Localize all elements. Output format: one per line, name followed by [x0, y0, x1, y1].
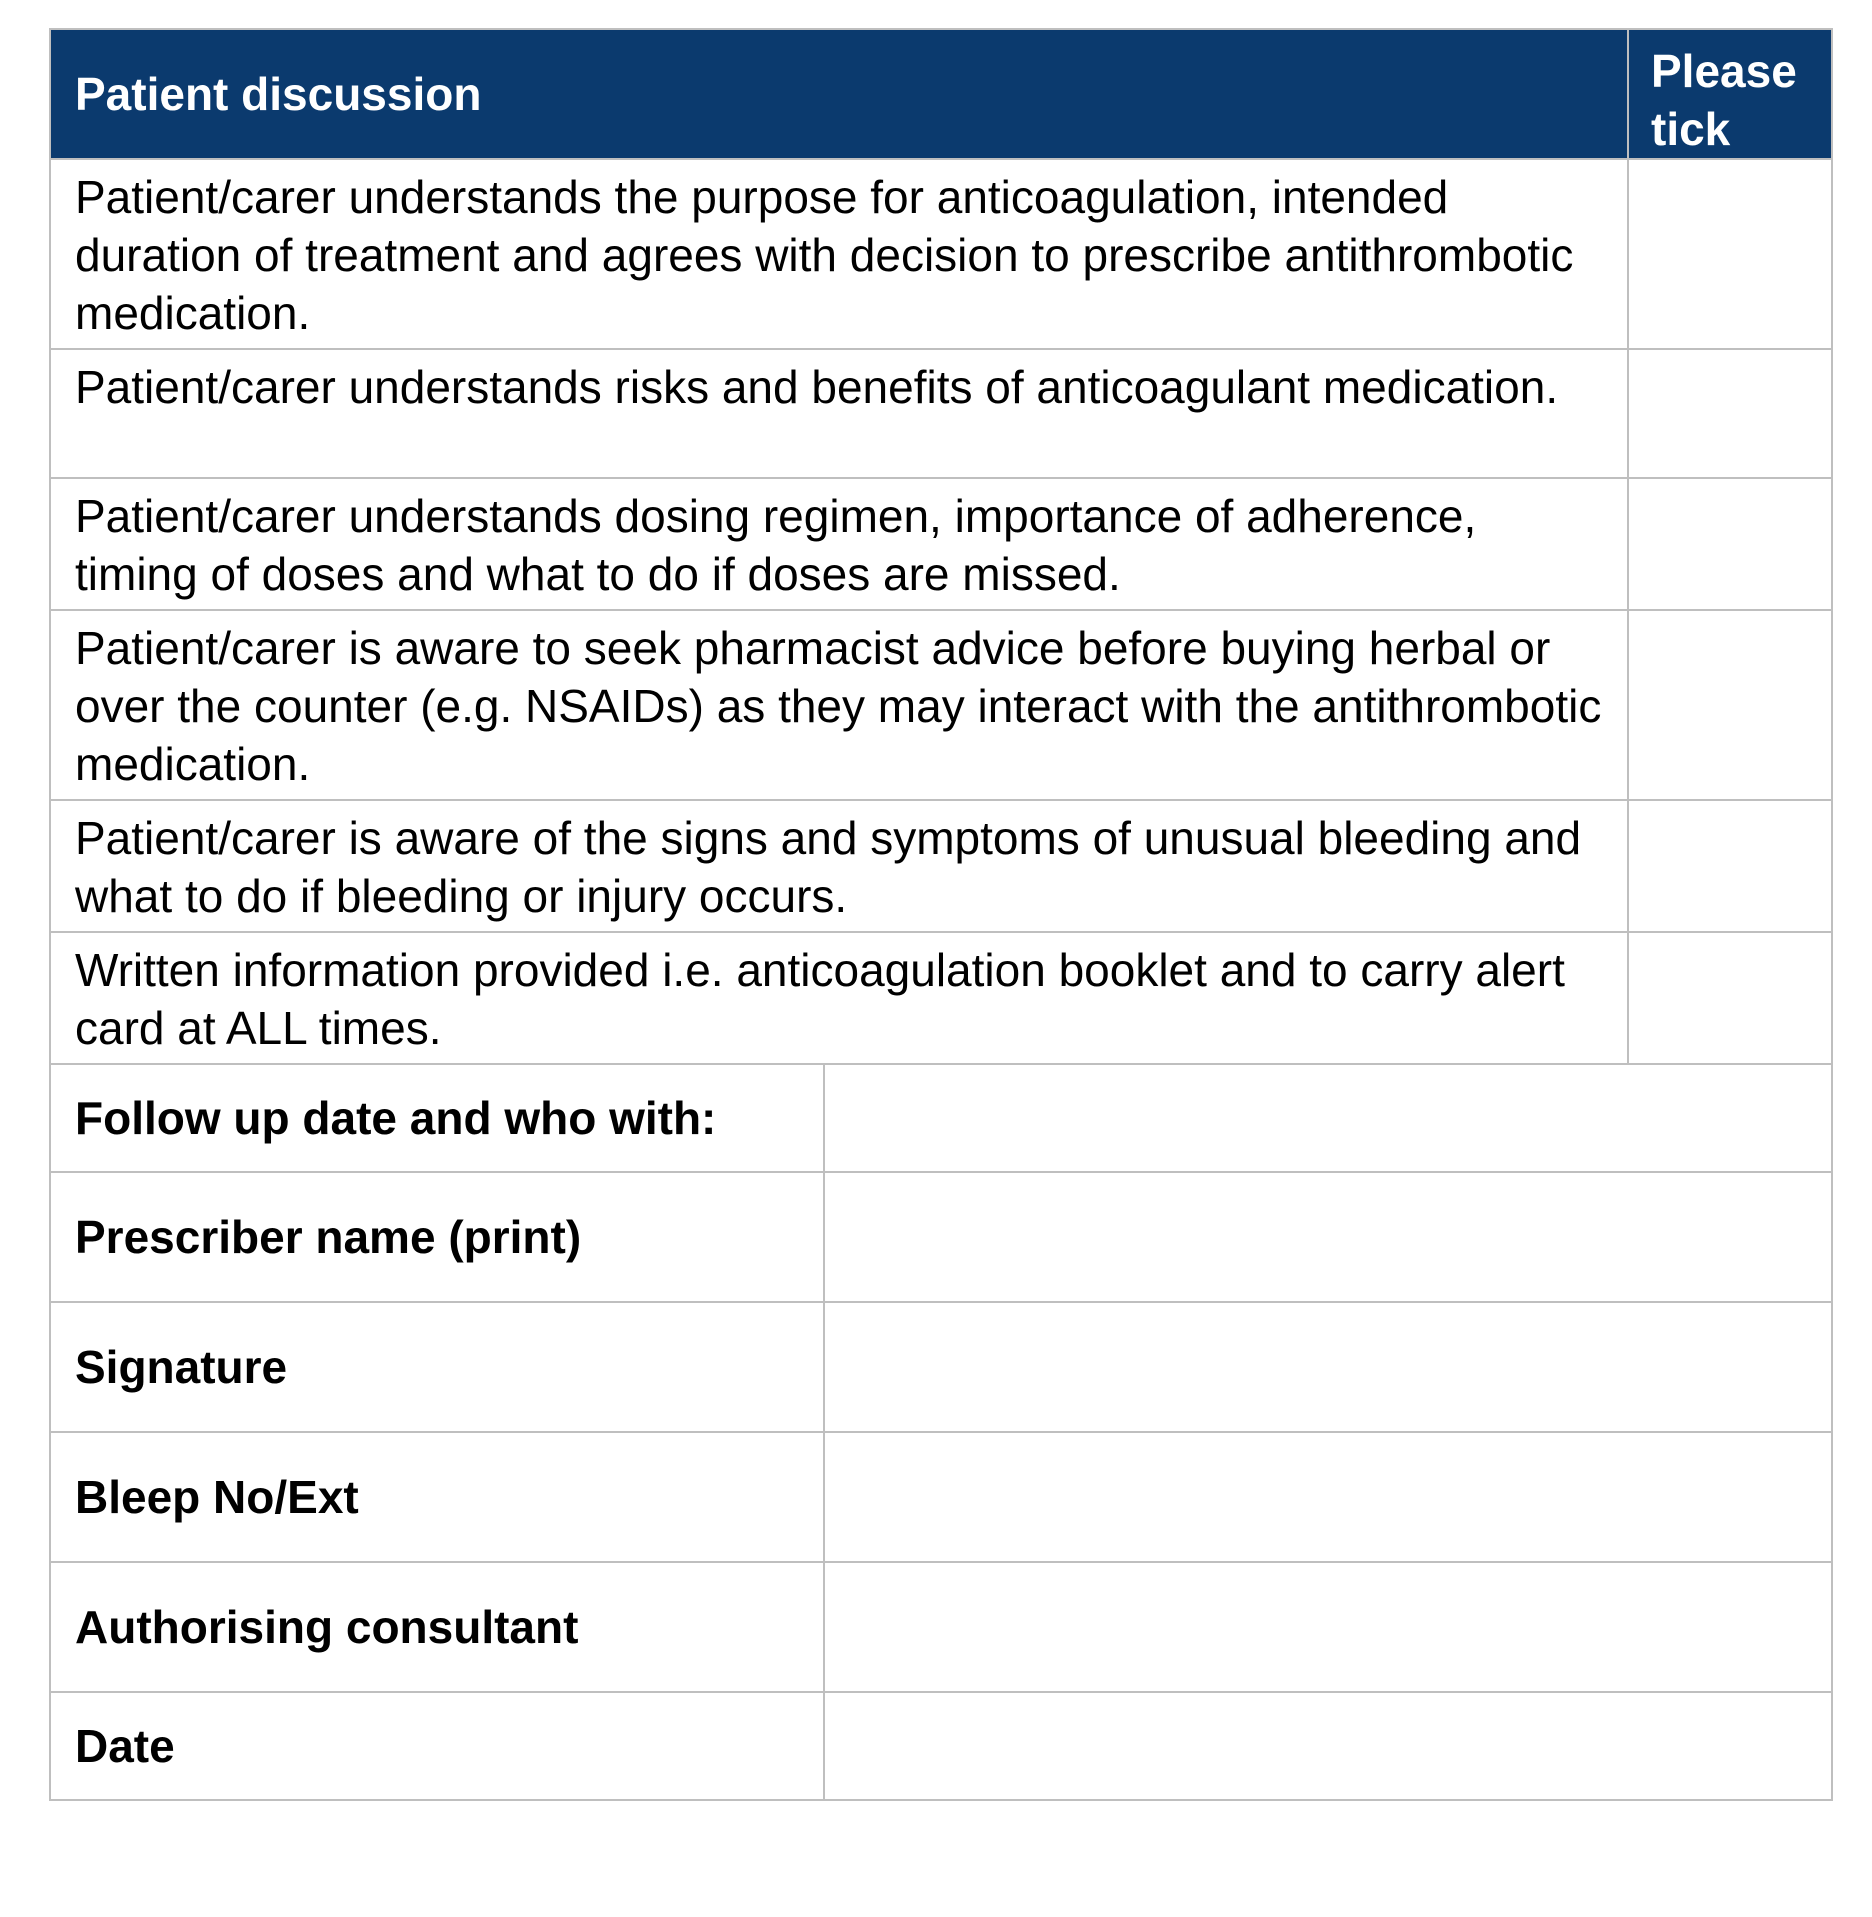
discussion-item-text: Patient/carer is aware to seek pharmacist advice before buying herbal or over the counter (e.g. NSAIDs) as they may interact with the antithrombotic medication. — [50, 610, 1628, 800]
discussion-item-text: Patient/carer is aware of the signs and symptoms of unusual bleeding and what to do if bleeding or injury occurs. — [50, 800, 1628, 932]
signature-field[interactable] — [824, 1302, 1832, 1432]
follow-up-field[interactable] — [824, 1064, 1832, 1172]
bleep-ext-field[interactable] — [824, 1432, 1832, 1562]
signoff-row — [50, 1064, 1832, 1172]
discussion-item-text: Patient/carer understands the purpose for anticoagulation, intended duration of treatment and agrees with decision to prescribe antithrombotic medication. — [50, 159, 1628, 349]
patient-discussion-heading: Patient discussion — [50, 29, 1628, 159]
prescriber-name-field[interactable] — [824, 1172, 1832, 1302]
discussion-item-text: Written information provided i.e. anticoagulation booklet and to carry alert card at ALL times. — [50, 932, 1628, 1064]
patient-discussion-form — [49, 28, 1833, 1801]
signoff-row — [50, 1562, 1832, 1692]
discussion-row — [50, 478, 1832, 610]
discussion-row — [50, 349, 1832, 478]
discussion-row — [50, 800, 1832, 932]
please-tick-heading: Please tick — [1628, 29, 1832, 159]
date-label: Date — [50, 1692, 824, 1800]
bleep-ext-label: Bleep No/Ext — [50, 1432, 824, 1562]
signoff-row — [50, 1432, 1832, 1562]
prescriber-name-label: Prescriber name (print) — [50, 1172, 824, 1302]
tick-box[interactable] — [1628, 159, 1832, 349]
discussion-row — [50, 159, 1832, 349]
form-header-row — [50, 29, 1832, 159]
discussion-item-text: Patient/carer understands risks and benefits of anticoagulant medication. — [50, 349, 1628, 478]
date-field[interactable] — [824, 1692, 1832, 1800]
signoff-row — [50, 1302, 1832, 1432]
discussion-row — [50, 932, 1832, 1064]
tick-box[interactable] — [1628, 800, 1832, 932]
discussion-item-text: Patient/carer understands dosing regimen, importance of adherence, timing of doses and what to do if doses are missed. — [50, 478, 1628, 610]
signoff-row — [50, 1172, 1832, 1302]
signoff-row — [50, 1692, 1832, 1800]
signature-label: Signature — [50, 1302, 824, 1432]
tick-box[interactable] — [1628, 478, 1832, 610]
tick-box[interactable] — [1628, 610, 1832, 800]
authorising-consultant-label: Authorising consultant — [50, 1562, 824, 1692]
discussion-row — [50, 610, 1832, 800]
tick-box[interactable] — [1628, 349, 1832, 478]
tick-box[interactable] — [1628, 932, 1832, 1064]
authorising-consultant-field[interactable] — [824, 1562, 1832, 1692]
follow-up-label: Follow up date and who with: — [50, 1064, 824, 1172]
